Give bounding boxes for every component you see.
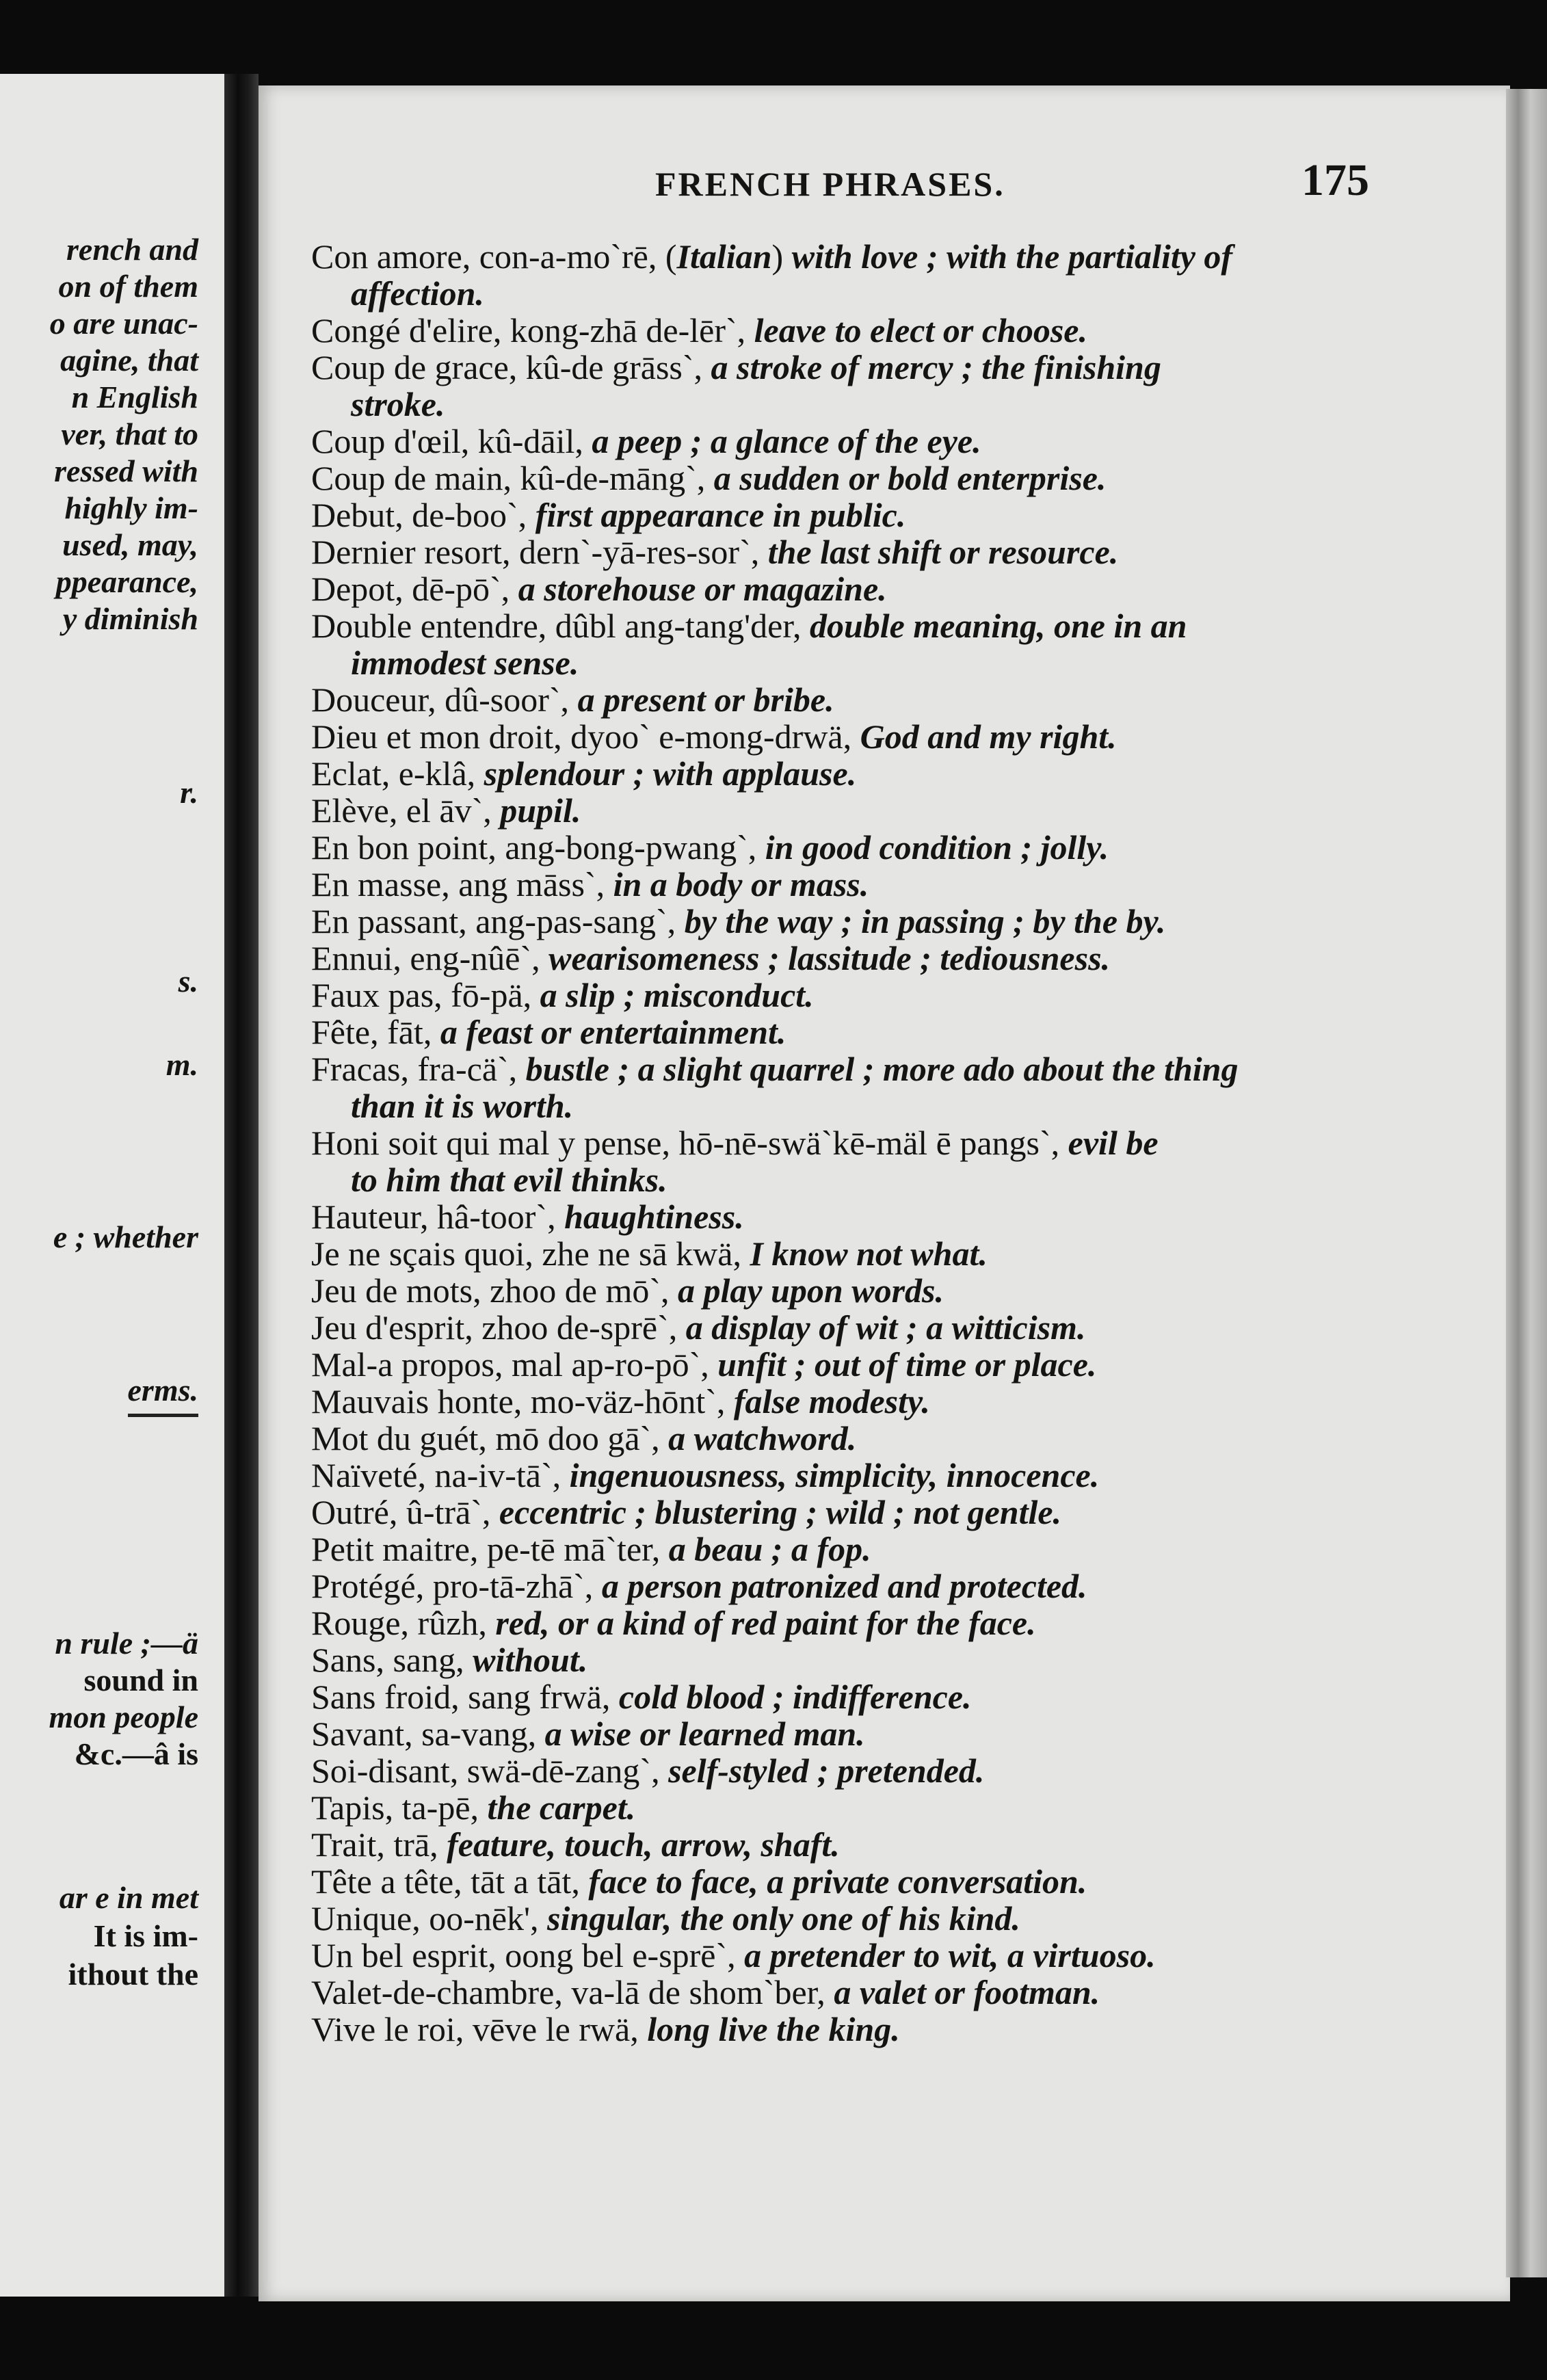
left-fragment: on of them — [58, 269, 198, 304]
phrase-list — [311, 238, 1377, 2048]
phrase-definition: unfit ; out of time or place. — [717, 1345, 1097, 1384]
left-fragment: o are unac- — [49, 306, 198, 341]
phrase-definition: a feast or entertainment. — [440, 1013, 786, 1051]
left-page — [0, 74, 224, 2297]
phrase-entry — [311, 238, 1377, 312]
phrase-term: Tapis, ta-pē, — [311, 1788, 488, 1827]
running-head: FRENCH PHRASES. — [655, 165, 1005, 203]
phrase-definition: feature, touch, arrow, shaft. — [447, 1825, 840, 1864]
phrase-definition: evil be — [1068, 1124, 1159, 1162]
phrase-entry — [311, 1346, 1377, 1383]
left-fragment: used, may, — [62, 527, 198, 562]
left-fragment: ar e in met — [59, 1880, 198, 1915]
phrase-term: Rouge, rûzh, — [311, 1604, 496, 1642]
phrase-term: Mal-a propos, mal ap-ro-pō`, — [311, 1345, 718, 1384]
phrase-definition: double meaning, one in an — [809, 607, 1187, 645]
phrase-term: Honi soit qui mal y pense, hō-nē-swä`kē-mäl ē pangs`, — [311, 1124, 1068, 1162]
phrase-entry — [311, 1900, 1377, 1937]
phrase-definition: haughtiness. — [564, 1198, 744, 1236]
page-edge — [1506, 89, 1547, 2277]
left-fragment: agine, that — [60, 343, 198, 378]
left-fragment: e ; whether — [53, 1219, 198, 1254]
phrase-entry — [311, 1494, 1377, 1531]
phrase-term: Eclat, e-klâ, — [311, 754, 484, 793]
phrase-term: Naïveté, na-iv-tā`, — [311, 1456, 570, 1494]
phrase-term: Mot du guét, mō doo gā`, — [311, 1419, 669, 1457]
phrase-entry — [311, 940, 1377, 977]
phrase-entry — [311, 718, 1377, 755]
phrase-entry — [311, 1050, 1377, 1124]
phrase-definition-continued: than it is worth. — [351, 1087, 574, 1125]
phrase-entry — [311, 903, 1377, 940]
phrase-entry — [311, 2011, 1377, 2048]
phrase-term: Con amore, con-a-mo`rē, ( — [311, 237, 677, 276]
phrase-definition: self-styled ; pretended. — [668, 1751, 985, 1790]
left-fragment: y diminish — [62, 601, 198, 636]
left-fragment: highly im- — [64, 490, 198, 525]
phrase-definition: in good condition ; jolly. — [765, 828, 1109, 867]
phrase-entry — [311, 1124, 1377, 1198]
left-fragment: ppearance, — [55, 564, 198, 599]
phrase-definition: red, or a kind of red paint for the face. — [495, 1604, 1036, 1642]
phrase-definition-continued: stroke. — [351, 385, 445, 423]
left-fragment: It is im- — [93, 1918, 198, 1953]
left-fragment: &c.—â is — [74, 1736, 198, 1771]
phrase-definition: cold blood ; indifference. — [618, 1678, 972, 1716]
phrase-definition: a play upon words. — [678, 1271, 944, 1310]
phrase-term: Un bel esprit, oong bel e-sprē`, — [311, 1936, 745, 1974]
phrase-definition: a slip ; misconduct. — [540, 976, 814, 1014]
phrase-definition: a sudden or bold enterprise. — [713, 459, 1107, 497]
phrase-entry — [311, 1974, 1377, 2011]
phrase-entry — [311, 792, 1377, 829]
phrase-definition: a storehouse or magazine. — [518, 570, 887, 608]
phrase-term: Douceur, dû-soor`, — [311, 680, 578, 719]
phrase-entry — [311, 681, 1377, 718]
phrase-entry — [311, 1826, 1377, 1863]
phrase-definition: a stroke of mercy ; the finishing — [711, 348, 1161, 386]
phrase-definition: a display of wit ; a witticism. — [685, 1308, 1086, 1347]
phrase-term: Jeu de mots, zhoo de mō`, — [311, 1271, 678, 1310]
phrase-entry — [311, 607, 1377, 681]
phrase-term: Vive le roi, vēve le rwä, — [311, 2010, 648, 2048]
left-fragment: s. — [178, 964, 198, 999]
phrase-definition: eccentric ; blustering ; wild ; not gentle. — [499, 1493, 1062, 1531]
phrase-entry — [311, 1457, 1377, 1494]
phrase-term: Sans froid, sang frwä, — [311, 1678, 619, 1716]
phrase-definition: leave to elect or choose. — [754, 311, 1087, 349]
phrase-definition: a peep ; a glance of the eye. — [592, 422, 981, 460]
phrase-definition-continued: immodest sense. — [351, 644, 579, 682]
phrase-term: Coup de main, kû-de-māng`, — [311, 459, 714, 497]
phrase-entry — [311, 1752, 1377, 1789]
phrase-term: Fracas, fra-cä`, — [311, 1050, 526, 1088]
phrase-term: Petit maitre, pe-tē mā`ter, — [311, 1530, 669, 1568]
left-fragment: rench and — [66, 232, 198, 267]
phrase-term: Fête, fāt, — [311, 1013, 440, 1051]
book-spine — [224, 74, 259, 2297]
left-fragment: mon people — [49, 1700, 198, 1734]
phrase-definition: a present or bribe. — [577, 680, 834, 719]
phrase-definition-continued: to him that evil thinks. — [351, 1161, 667, 1199]
phrase-definition: the carpet. — [487, 1788, 636, 1827]
phrase-entry — [311, 829, 1377, 866]
phrase-term: Coup de grace, kû-de grāss`, — [311, 348, 711, 386]
phrase-definition: God and my right. — [860, 717, 1117, 756]
phrase-term: Savant, sa-vang, — [311, 1715, 545, 1753]
phrase-language: Italian — [676, 237, 772, 276]
phrase-definition: a beau ; a fop. — [668, 1530, 871, 1568]
phrase-entry — [311, 866, 1377, 903]
phrase-definition: long live the king. — [647, 2010, 900, 2048]
phrase-term: Dieu et mon droit, dyoo` e-mong-drwä, — [311, 717, 860, 756]
phrase-term: Trait, trā, — [311, 1825, 447, 1864]
left-fragment: ithout the — [68, 1957, 198, 1992]
phrase-definition: I know not what. — [750, 1234, 988, 1273]
phrase-definition: a wise or learned man. — [544, 1715, 865, 1753]
phrase-entry — [311, 423, 1377, 460]
phrase-term: Ennui, eng-nûē`, — [311, 939, 549, 977]
phrase-entry — [311, 1937, 1377, 1974]
phrase-term: Tête a tête, tāt a tāt, — [311, 1862, 589, 1901]
phrase-entry — [311, 312, 1377, 349]
left-fragment: m. — [166, 1047, 198, 1082]
phrase-entry — [311, 1863, 1377, 1900]
phrase-term: En masse, ang māss`, — [311, 865, 613, 903]
phrase-entry — [311, 460, 1377, 497]
phrase-entry — [311, 1531, 1377, 1568]
phrase-entry — [311, 497, 1377, 533]
phrase-definition: splendour ; with applause. — [484, 754, 857, 793]
phrase-entry — [311, 533, 1377, 570]
phrase-term: En passant, ang-pas-sang`, — [311, 902, 685, 940]
phrase-definition: a pretender to wit, a virtuoso. — [744, 1936, 1156, 1974]
phrase-entry — [311, 1014, 1377, 1050]
left-fragment: n English — [71, 380, 198, 414]
phrase-definition: pupil. — [500, 791, 581, 830]
phrase-definition: in a body or mass. — [613, 865, 869, 903]
phrase-definition: without. — [473, 1641, 588, 1679]
left-fragment: ressed with — [54, 453, 198, 488]
phrase-definition: first appearance in public. — [535, 496, 906, 534]
phrase-entry — [311, 1678, 1377, 1715]
phrase-definition: wearisomeness ; lassitude ; tediousness. — [548, 939, 1111, 977]
phrase-term: Coup d'œil, kû-dāil, — [311, 422, 592, 460]
left-fragment: r. — [180, 775, 198, 810]
phrase-definition: bustle ; a slight quarrel ; more ado about the thing — [525, 1050, 1239, 1088]
phrase-term: Valet-de-chambre, va-lā de shom`ber, — [311, 1973, 834, 2011]
phrase-entry — [311, 1383, 1377, 1420]
phrase-entry — [311, 1235, 1377, 1272]
page-number: 175 — [1301, 155, 1369, 205]
phrase-entry — [311, 1198, 1377, 1235]
phrase-term: Depot, dē-pō`, — [311, 570, 518, 608]
phrase-definition: a valet or footman. — [834, 1973, 1100, 2011]
phrase-term: Elève, el āv`, — [311, 791, 501, 830]
phrase-entry — [311, 570, 1377, 607]
phrase-term: Hauteur, hâ-toor`, — [311, 1198, 565, 1236]
phrase-term: Mauvais honte, mo-väz-hōnt`, — [311, 1382, 734, 1420]
left-fragment: sound in — [83, 1663, 198, 1697]
phrase-entry — [311, 1420, 1377, 1457]
phrase-term: Congé d'elire, kong-zhā de-lēr`, — [311, 311, 754, 349]
phrase-entry — [311, 1568, 1377, 1604]
phrase-definition-continued: affection. — [351, 274, 484, 313]
phrase-term: En bon point, ang-bong-pwang`, — [311, 828, 765, 867]
left-fragment: n rule ;—ä — [55, 1626, 198, 1661]
phrase-entry — [311, 1604, 1377, 1641]
phrase-term: Jeu d'esprit, zhoo de-sprē`, — [311, 1308, 686, 1347]
phrase-definition: by the way ; in passing ; by the by. — [684, 902, 1166, 940]
phrase-term: Dernier resort, dern`-yā-res-sor`, — [311, 533, 768, 571]
phrase-entry — [311, 1272, 1377, 1309]
phrase-definition: the last shift or resource. — [767, 533, 1119, 571]
phrase-term: Outré, û-trā`, — [311, 1493, 499, 1531]
phrase-entry — [311, 1789, 1377, 1826]
phrase-term-after: ) — [771, 237, 792, 276]
phrase-term: Je ne sçais quoi, zhe ne sā kwä, — [311, 1234, 750, 1273]
phrase-term: Debut, de-boo`, — [311, 496, 536, 534]
phrase-term: Double entendre, dûbl ang-tang'der, — [311, 607, 810, 645]
phrase-definition: false modesty. — [733, 1382, 930, 1420]
phrase-definition: with love ; with the partiality of — [791, 237, 1233, 276]
page-header — [395, 155, 1369, 213]
phrase-entry — [311, 349, 1377, 423]
phrase-definition: face to face, a private conversation. — [588, 1862, 1087, 1901]
phrase-term: Sans, sang, — [311, 1641, 473, 1679]
phrase-definition: singular, the only one of his kind. — [547, 1899, 1020, 1938]
phrase-entry — [311, 755, 1377, 792]
phrase-definition: ingenuousness, simplicity, innocence. — [569, 1456, 1100, 1494]
phrase-term: Unique, oo-nēk', — [311, 1899, 548, 1938]
phrase-entry — [311, 1309, 1377, 1346]
left-fragment: ver, that to — [61, 416, 198, 451]
phrase-entry — [311, 1641, 1377, 1678]
phrase-definition: a person patronized and protected. — [601, 1567, 1087, 1605]
left-fragment: erms. — [128, 1372, 199, 1417]
phrase-term: Faux pas, fō-pä, — [311, 976, 540, 1014]
phrase-term: Soi-disant, swä-dē-zang`, — [311, 1751, 669, 1790]
phrase-definition: a watchword. — [668, 1419, 857, 1457]
phrase-term: Protégé, pro-tā-zhā`, — [311, 1567, 602, 1605]
phrase-entry — [311, 1715, 1377, 1752]
phrase-entry — [311, 977, 1377, 1014]
